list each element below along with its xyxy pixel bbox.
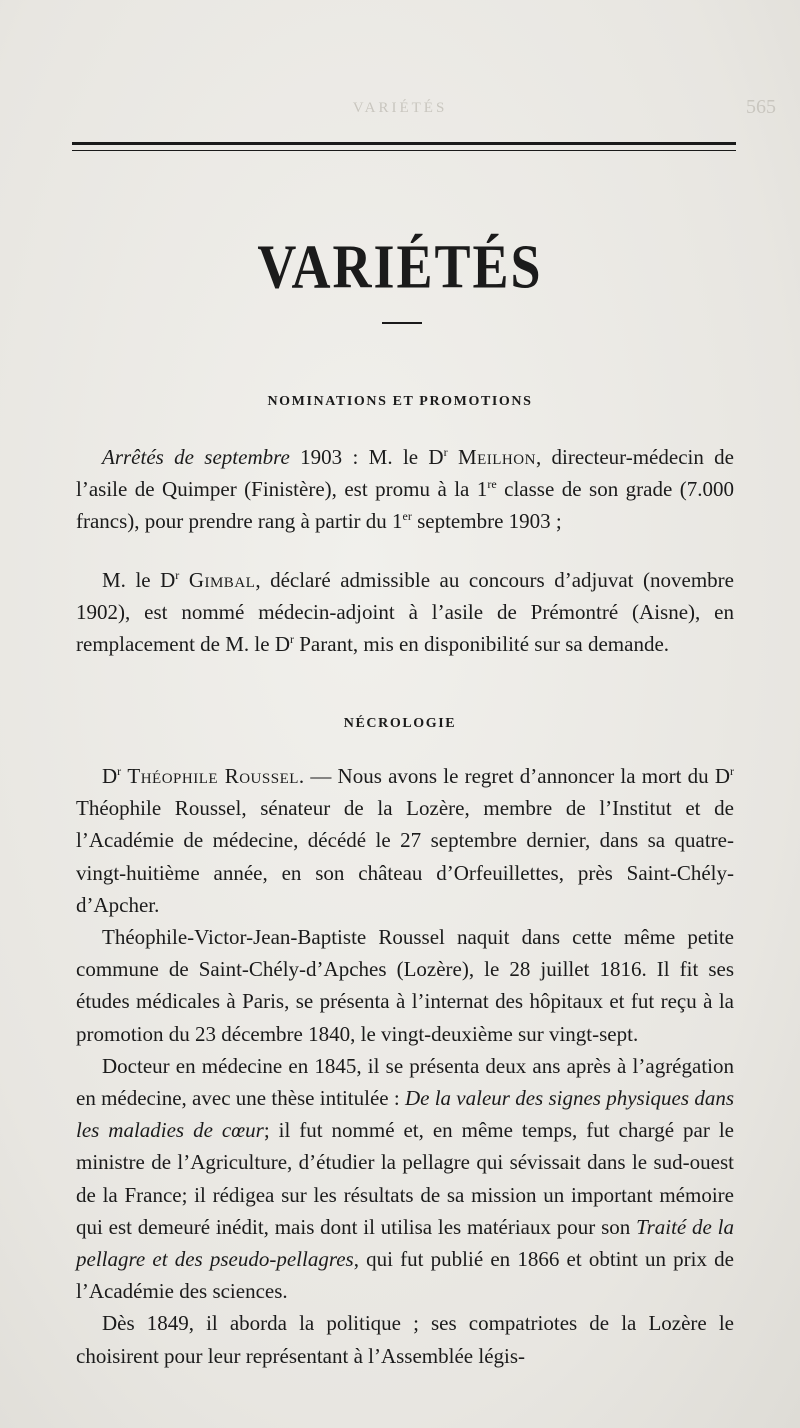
page-number: 565 xyxy=(746,96,776,118)
page-title: VARIÉTÉS xyxy=(257,232,543,302)
text: , qui fut publié en 1866 et obtint un prix de l’Académie des sciences. xyxy=(76,1247,734,1304)
running-head: VARIÉTÉS xyxy=(352,100,448,116)
text: Théophile Roussel, sénateur de la Lozère, membre de l’Institut et de l’Académie de médecine, décédé le 27 septembre dernier, dans sa quatre-vingt-huitième année, en son château d’Orfeuillettes, près Saint-Chély-d’Apcher. xyxy=(76,796,734,917)
person-name: Théophile Roussel xyxy=(127,764,299,788)
text: classe de son grade (7.000 francs), pour prendre rang à partir du 1 xyxy=(76,477,734,534)
header-rule-thin xyxy=(72,150,736,151)
necrologie-paragraph-4: Dès 1849, il aborda la politique ; ses compatriotes de la Lozère le choisirent pour leur représentant à l’Assemblée légis- xyxy=(76,1311,734,1368)
text: Docteur en médecine en 1845, il se présenta deux ans après à l’agrégation en médecine, avec une thèse intitulée : xyxy=(76,1053,734,1111)
book-title: Traité de la pellagre et des pseudo-pellagres xyxy=(76,1214,734,1272)
superscript: r xyxy=(175,568,180,582)
section-heading-nominations: NOMINATIONS ET PROMOTIONS xyxy=(267,394,533,409)
necrologie-body xyxy=(76,760,734,1372)
superscript: r xyxy=(117,764,122,778)
header-rule-thick xyxy=(72,142,736,145)
title-ornament-rule xyxy=(382,322,422,324)
text: septembre 1903 ; xyxy=(411,509,562,534)
nominations-paragraph-2 xyxy=(76,564,734,661)
necrologie-paragraph-2: Théophile-Victor-Jean-Baptiste Roussel naquit dans cette même petite commune de Saint-Chély-d’Apches (Lozère), le 28 juillet 1816. Il fit ses études médicales à Paris, se présenta à l’internat des hôpitaux et fut reçu à la promotion du 23 décembre 1840, le vingt-deuxième sur vingt-sept. xyxy=(76,925,734,1046)
thesis-title: De la valeur des signes physiques dans les maladies de cœur xyxy=(76,1086,734,1143)
superscript: r xyxy=(730,764,734,778)
nominations-paragraph-1 xyxy=(76,441,734,538)
person-name: Meilhon xyxy=(457,445,536,469)
text: Parant, mis en disponibilité sur sa demande. xyxy=(294,632,670,657)
superscript: r xyxy=(443,445,448,459)
necrologie-paragraph-3 xyxy=(76,1050,734,1308)
text: D xyxy=(102,764,118,788)
necrologie-paragraph-1 xyxy=(76,760,734,921)
person-name: Gimbal xyxy=(188,568,256,592)
text: 1903 : M. le D xyxy=(289,445,444,469)
text: ; il fut nommé et, en même temps, fut chargé par le ministre de l’Agriculture, d’étudier la pellagre qui sévissait dans le sud-ouest de la France; il rédigea sur les résultats de sa mission un important mémoire qui est demeuré inédit, mais dont il utilisa les matériaux pour son xyxy=(76,1118,734,1239)
text-dates: Arrêtés de septembre xyxy=(102,445,290,469)
text: . — Nous avons le regret d’annoncer la mort du D xyxy=(298,764,730,788)
text: , directeur-médecin de l’asile de Quimper (Finistère), est promu à la 1 xyxy=(76,445,734,502)
text: , déclaré admissible au concours d’adjuvat (novembre 1902), est nommé médecin-adjoint à l’asile de Prémontré (Aisne), en remplacement de M. le D xyxy=(76,568,734,657)
section-heading-necrologie: NÉCROLOGIE xyxy=(343,716,457,731)
superscript: r xyxy=(290,632,294,647)
text: M. le D xyxy=(102,568,176,592)
superscript: re xyxy=(487,477,497,492)
superscript: er xyxy=(402,509,412,524)
